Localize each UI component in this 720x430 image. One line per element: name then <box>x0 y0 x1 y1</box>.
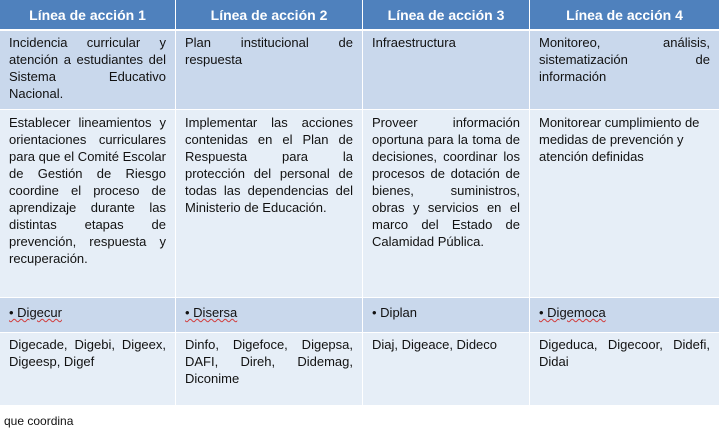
cell-objetivo-2: Implementar las acciones contenidas en el Plan de Respuesta para la protección del personal de todas las dependencias del Ministerio de Educación. <box>176 110 363 298</box>
cell-dependencias-2: Dinfo, Digefoce, Digepsa, DAFI, Direh, Didemag, Diconime <box>176 333 363 406</box>
header-linea-4: Línea de acción 4 <box>530 0 720 30</box>
caption-text: que coordina <box>4 414 74 428</box>
cell-coordinadora-1 <box>0 298 176 333</box>
coordinadora-1-label: • Digecur <box>9 305 62 320</box>
coordinadora-2-label: • Disersa <box>185 305 238 320</box>
cell-area-2: Plan institucional de respuesta <box>176 30 363 110</box>
coordinadora-4-label: • Digemoca <box>539 305 606 320</box>
cell-objetivo-1: Establecer lineamientos y orientaciones curriculares para que el Comité Escolar de Gestión de Riesgo coordine el proceso de aprendizaje durante las distintas etapas de prevención, respuesta y recuperación. <box>0 110 176 298</box>
cell-coordinadora-3 <box>363 298 530 333</box>
header-linea-1: Línea de acción 1 <box>0 0 176 30</box>
header-row <box>0 0 720 30</box>
cell-dependencias-1: Digecade, Digebi, Digeex, Digeesp, Digef <box>0 333 176 406</box>
table-row-area <box>0 30 720 110</box>
cell-objetivo-4: Monitorear cumplimiento de medidas de prevención y atención definidas <box>530 110 720 298</box>
header-linea-3: Línea de acción 3 <box>363 0 530 30</box>
cell-objetivo-3: Proveer información oportuna para la toma de decisiones, coordinar los procesos de dotación de bienes, suministros, obras y servicios en el marco del Estado de Calamidad Pública. <box>363 110 530 298</box>
cell-coordinadora-2 <box>176 298 363 333</box>
cell-area-4: Monitoreo, análisis, sistematización de información <box>530 30 720 110</box>
table-row-objetivo <box>0 110 720 298</box>
cell-coordinadora-4 <box>530 298 720 333</box>
cell-dependencias-4: Digeduca, Digecoor, Didefi, Didai <box>530 333 720 406</box>
table-row-coordinadora <box>0 298 720 333</box>
coordinadora-3-label: • Diplan <box>372 305 418 320</box>
header-linea-2: Línea de acción 2 <box>176 0 363 30</box>
cell-dependencias-3: Diaj, Digeace, Dideco <box>363 333 530 406</box>
cell-area-3: Infraestructura <box>363 30 530 110</box>
cell-area-1: Incidencia curricular y atención a estudiantes del Sistema Educativo Nacional. <box>0 30 176 110</box>
table-row-dependencias <box>0 333 720 406</box>
